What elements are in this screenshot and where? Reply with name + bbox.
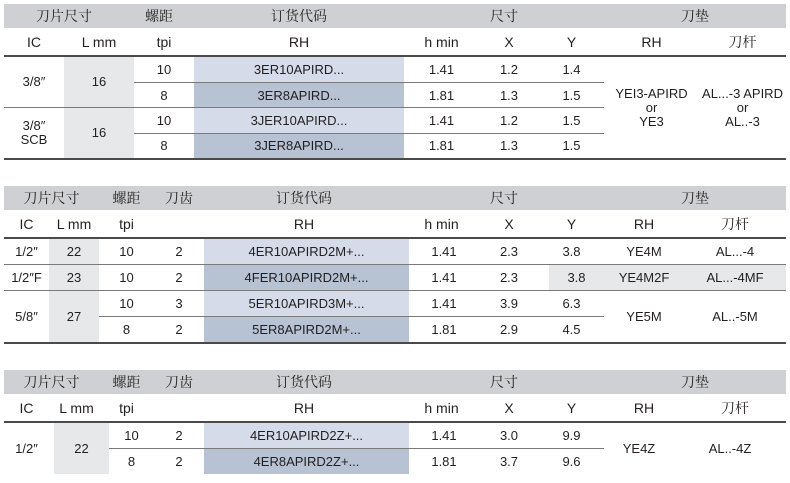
x-cell: 2.3 — [499, 269, 519, 285]
hmin-cell: 1.41 — [431, 295, 457, 311]
y-cell: 3.8 — [549, 265, 604, 290]
lmm-cell: 27 — [49, 291, 99, 342]
order-code-cell: 5ER8APIRD2M+... — [204, 317, 409, 342]
x-cell: 3.9 — [499, 295, 519, 311]
teeth-cell: 2 — [175, 427, 183, 443]
holder-line: AL..-3 — [725, 113, 760, 129]
y-cell: 1.4 — [562, 61, 581, 77]
ic-cell: 3/8″ SCB — [20, 118, 48, 147]
ic-cell: 3/8″ — [22, 74, 46, 89]
teeth-cell: 2 — [175, 453, 183, 469]
tpi-cell: 10 — [119, 295, 134, 311]
col-x: X — [504, 400, 514, 416]
holder-cell: AL...-4MF — [684, 265, 786, 290]
x-cell: 2.9 — [499, 321, 519, 337]
teeth-cell: 2 — [175, 269, 183, 285]
hmin-cell: 1.41 — [431, 427, 457, 443]
header-teeth: 刀齿 — [165, 374, 193, 390]
col-rh: RH — [293, 400, 315, 416]
shim-cell — [604, 57, 699, 158]
col-holder: 刀杆 — [721, 216, 749, 232]
tpi-cell: 8 — [160, 87, 168, 103]
y-cell: 3.8 — [562, 243, 581, 259]
shim-cell: YE5M — [626, 308, 662, 324]
table-1 — [4, 4, 786, 158]
tpi-cell: 8 — [160, 138, 168, 153]
col-holder: 刀杆 — [721, 400, 749, 416]
holder-cell: AL...-4 — [715, 243, 755, 259]
col-hmin: h min — [424, 400, 459, 416]
order-code-cell: 3JER10APIRD... — [194, 108, 404, 133]
y-cell: 1.5 — [562, 87, 581, 103]
shim-line: YE3 — [639, 113, 664, 129]
x-cell: 1.3 — [499, 138, 519, 153]
shim-cell: YE4Z — [622, 440, 656, 456]
hmin-cell: 1.81 — [431, 321, 457, 337]
ic-cell: 1/2″ — [15, 440, 38, 456]
col-y: Y — [566, 400, 577, 416]
holder-line: or — [736, 99, 749, 115]
holder-cell — [699, 57, 786, 158]
col-ic: IC — [19, 400, 34, 416]
lmm-cell: 22 — [49, 239, 99, 264]
hmin-cell: 1.41 — [431, 243, 457, 259]
header-dims: 尺寸 — [490, 374, 518, 390]
col-hmin: h min — [424, 216, 459, 232]
tpi-cell: 10 — [124, 427, 139, 443]
lmm-cell: 16 — [64, 57, 134, 107]
table-2 — [4, 186, 786, 342]
col-y: Y — [566, 216, 577, 232]
y-cell: 1.5 — [562, 112, 581, 128]
lmm-cell: 16 — [64, 108, 134, 158]
hmin-cell: 1.41 — [431, 269, 457, 285]
header-order-code: 订货代码 — [276, 190, 332, 206]
order-code-cell: 4ER10APIRD2Z+... — [204, 423, 409, 448]
header-order-code: 订货代码 — [276, 374, 332, 390]
header-pitch: 螺距 — [145, 8, 173, 24]
header-pitch: 螺距 — [112, 374, 141, 390]
shim-cell: YE4M2F — [604, 265, 684, 290]
col-lmm: L mm — [81, 34, 117, 50]
teeth-cell: 2 — [175, 321, 183, 337]
col-shim-rh: RH — [633, 216, 655, 232]
ic-cell: 1/2″ — [15, 243, 38, 259]
header-size: 刀片尺寸 — [23, 374, 80, 390]
tpi-cell: 10 — [119, 243, 134, 259]
x-cell: 1.2 — [499, 112, 519, 128]
col-lmm: L mm — [56, 216, 92, 232]
hmin-cell: 1.81 — [428, 138, 455, 153]
header-shim: 刀垫 — [681, 374, 709, 390]
y-cell: 1.5 — [562, 138, 581, 153]
order-code-cell: 3ER8APIRD... — [194, 83, 404, 108]
order-code-cell: 5ER10APIRD3M+... — [204, 291, 409, 316]
hmin-cell: 1.41 — [428, 61, 455, 77]
header-shim: 刀垫 — [681, 8, 709, 24]
shim-line: or — [645, 99, 658, 115]
x-cell: 1.2 — [499, 61, 519, 77]
x-cell: 1.3 — [499, 87, 519, 103]
y-cell: 9.6 — [562, 453, 581, 469]
header-size: 刀片尺寸 — [23, 190, 80, 206]
header-dims: 尺寸 — [490, 8, 518, 24]
header-shim: 刀垫 — [681, 190, 709, 206]
col-holder: 刀杆 — [728, 34, 757, 50]
col-shim-rh: RH — [641, 34, 662, 50]
order-code-cell: 3JER8APIRD... — [194, 134, 404, 158]
col-hmin: h min — [424, 34, 459, 50]
col-ic: IC — [19, 216, 34, 232]
col-x: X — [504, 216, 514, 232]
shim-cell: YE4M — [626, 243, 662, 259]
order-code-cell: 3ER10APIRD... — [194, 57, 404, 82]
tpi-cell: 8 — [127, 453, 136, 469]
hmin-cell: 1.81 — [431, 453, 457, 469]
tpi-cell: 10 — [119, 269, 134, 285]
y-cell: 4.5 — [562, 321, 581, 337]
x-cell: 2.3 — [499, 243, 519, 259]
col-rh: RH — [293, 216, 315, 232]
ic-cell: 1/2″F — [11, 269, 42, 285]
order-code-cell: 4ER8APIRD2Z+... — [204, 449, 409, 474]
shim-line: YEI3-APIRD — [615, 85, 688, 101]
header-order-code: 订货代码 — [271, 8, 327, 24]
order-code-cell: 4FER10APIRD2M+... — [204, 265, 409, 290]
ic-cell: 5/8″ — [15, 308, 38, 324]
col-x: X — [504, 34, 514, 50]
col-rh: RH — [288, 34, 310, 50]
tpi-cell: 8 — [122, 321, 131, 337]
x-cell: 3.7 — [499, 453, 519, 469]
table-3 — [4, 370, 786, 474]
col-lmm: L mm — [59, 400, 94, 416]
col-shim-rh: RH — [633, 400, 655, 416]
holder-cell: AL..-5M — [712, 308, 758, 324]
hmin-cell: 1.81 — [428, 87, 455, 103]
hmin-cell: 1.41 — [428, 112, 455, 128]
col-y: Y — [566, 34, 577, 50]
header-size: 刀片尺寸 — [36, 8, 92, 24]
col-tpi: tpi — [156, 34, 172, 50]
lmm-cell: 23 — [49, 265, 99, 290]
holder-cell: AL..-4Z — [708, 440, 752, 456]
col-tpi: tpi — [119, 400, 134, 416]
col-ic: IC — [27, 34, 41, 50]
teeth-cell: 3 — [175, 295, 183, 311]
header-pitch: 螺距 — [112, 190, 141, 206]
order-code-cell: 4ER10APIRD2M+... — [204, 239, 409, 264]
col-tpi: tpi — [119, 216, 134, 232]
y-cell: 6.3 — [562, 295, 581, 311]
lmm-cell: 22 — [54, 423, 109, 474]
y-cell: 9.9 — [562, 427, 581, 443]
x-cell: 3.0 — [499, 427, 519, 443]
holder-line: AL...-3 APIRD — [702, 85, 783, 101]
header-teeth: 刀齿 — [165, 190, 193, 206]
tpi-cell: 10 — [156, 112, 172, 128]
tpi-cell: 10 — [156, 61, 172, 77]
teeth-cell: 2 — [175, 243, 183, 259]
header-dims: 尺寸 — [490, 190, 518, 206]
